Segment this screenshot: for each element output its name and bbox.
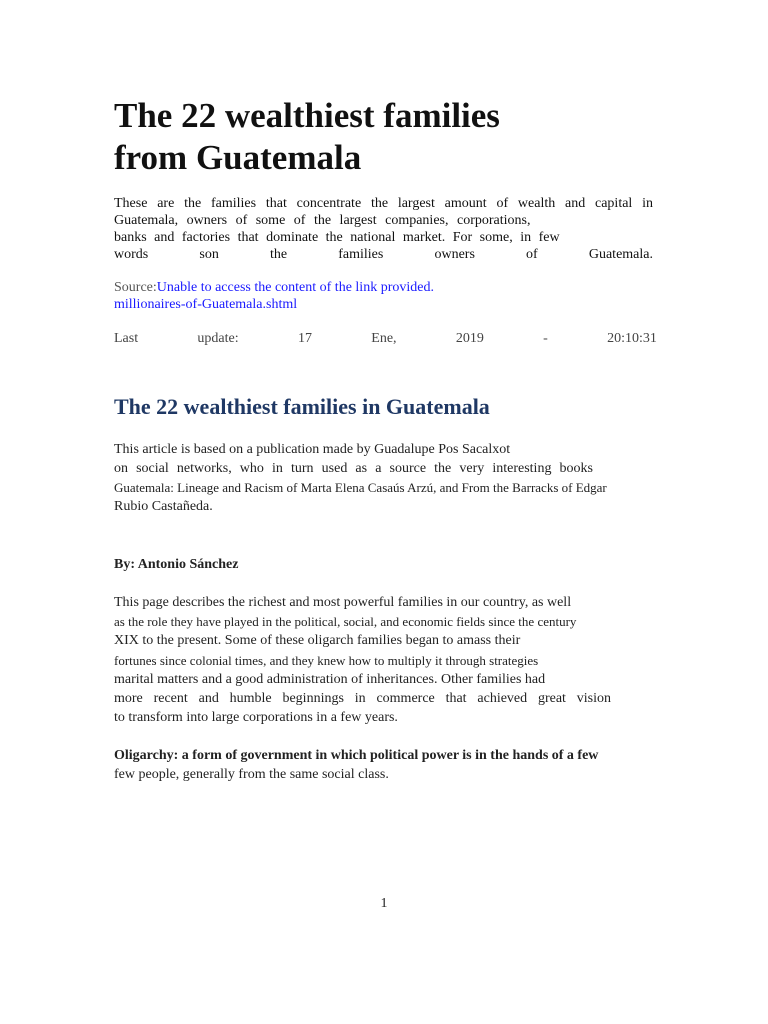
paragraph-line: Guatemala: Lineage and Racism of Marta Elena Casaús Arzú, and From the Barracks of Edgar (114, 480, 607, 495)
paragraph-line: XIX to the present. Some of these oligarch families began to amass their (114, 633, 521, 649)
source-link-line-2[interactable]: millionaires-of-Guatemala.shtml (114, 297, 298, 312)
last-update-word: Last (114, 331, 139, 346)
page-number: 1 (380, 896, 388, 911)
article-intro-paragraph (114, 440, 607, 516)
title-line-1: The 22 wealthiest families (114, 96, 500, 135)
paragraph-line: This article is based on a publication made by Guadalupe Pos Sacalxot (114, 442, 511, 457)
source-line (114, 279, 662, 313)
paragraph-line: on social networks, who in turn used as a source the very interesting books (114, 461, 593, 476)
section-heading: The 22 wealthiest families in Guatemala (114, 394, 490, 419)
intro-line: Guatemala, owners of some of the largest companies, corporations, (114, 213, 531, 228)
source-label: Source: (114, 280, 157, 295)
source-link[interactable] (114, 280, 659, 312)
paragraph-line: to transform into large corporations in a few years. (114, 710, 398, 726)
last-update-time: 20:10:31 (607, 331, 657, 346)
last-update-month: Ene, (371, 331, 397, 346)
last-update-word: update: (197, 331, 239, 346)
intro-line: words son the families owners of Guatemala. (114, 247, 653, 262)
oligarchy-term: Oligarchy: a form of government in which political power is in the hands of a few (114, 748, 599, 763)
description-paragraph (114, 593, 611, 727)
last-update-year: 2019 (455, 331, 484, 346)
paragraph-line: Rubio Castañeda. (114, 499, 213, 514)
oligarchy-definition (114, 746, 634, 784)
intro-paragraph (114, 195, 653, 263)
oligarchy-rest: few people, generally from the same social class. (114, 767, 389, 782)
page-title (114, 95, 674, 179)
paragraph-line: This page describes the richest and most powerful families in our country, as well (114, 595, 572, 610)
paragraph-line: more recent and humble beginnings in commerce that achieved great vision (114, 691, 611, 707)
intro-line: These are the families that concentrate the largest amount of wealth and capital in (114, 196, 653, 211)
last-update-dash: - (543, 331, 548, 346)
last-update (114, 330, 657, 347)
intro-line: banks and factories that dominate the national market. For some, in few (114, 230, 560, 245)
last-update-day: 17 (297, 331, 312, 346)
author-byline: By: Antonio Sánchez (114, 557, 239, 572)
paragraph-line: fortunes since colonial times, and they knew how to multiply it through strategies (114, 652, 539, 668)
paragraph-line: as the role they have played in the political, social, and economic fields since the century (114, 614, 577, 630)
paragraph-line: marital matters and a good administration of inheritances. Other families had (114, 671, 546, 687)
title-line-2: from Guatemala (114, 138, 362, 177)
source-link-line-1[interactable]: Unable to access the content of the link provided. (156, 280, 434, 295)
